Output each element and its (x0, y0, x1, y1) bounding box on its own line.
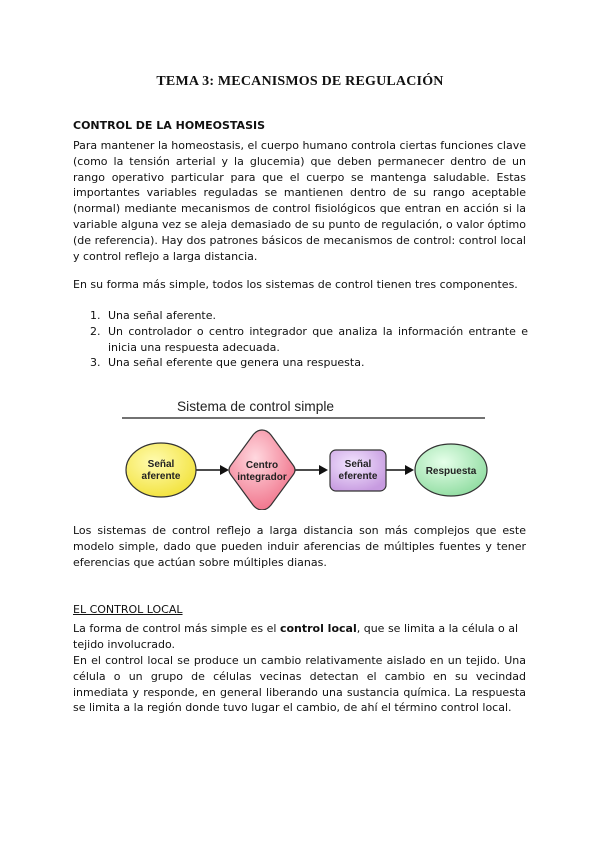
paragraph-reflex-control: Los sistemas de control reflejo a larga distancia son más complejos que este modelo simple, dado que pueden induir aferencias de múltiples fuentes y tener eferencias que actúan sobre múltiples dianas. (73, 524, 526, 569)
node-label: aferente (141, 471, 181, 482)
list-text: Una señal aferente. (108, 309, 217, 322)
node-integrating-center (229, 430, 295, 510)
arrow (196, 465, 229, 475)
list-item (73, 324, 528, 356)
paragraph-components: En su forma más simple, todos los sistemas de control tienen tres componentes. (73, 278, 518, 291)
list-number: 3. (90, 356, 101, 370)
page-title: TEMA 3: MECANISMOS DE REGULACIÓN (156, 74, 444, 89)
arrow (386, 465, 414, 475)
diagram-title: Sistema de control simple (177, 398, 335, 414)
node-label: integrador (237, 472, 287, 483)
bold-term: control local (279, 622, 357, 635)
control-system-diagram (117, 393, 490, 510)
list-number: 1. (90, 309, 101, 322)
components-list (73, 308, 528, 371)
list-text: Un controlador o centro integrador que analiza la información entrante e inicia una respuesta adecuada. (108, 324, 528, 354)
paragraph-local-control-intro (73, 621, 526, 653)
paragraph-local-control: En el control local se produce un cambio relativamente aislado en un tejido. Una célula o un grupo de células vecinas detectan el cambio en su vecindad inmediata y responde, en general liberando una sustancia química. La respuesta se limita a la región donde tuvo lugar el cambio, de ahí el término control local. (73, 654, 526, 715)
node-afferent-signal (126, 443, 196, 497)
text-run: , que se limita a la célula o al tejido involucrado. (73, 622, 519, 651)
paragraph-homeostasis: Para mantener la homeostasis, el cuerpo humano controla ciertas funciones clave (como la tensión arterial y la glucemia) que deben permanecer dentro de un rango operativo particular para que el cuerpo se mantenga saludable. Estas importantes variables reguladas se mantienen dentro de su rango aceptable (normal) mediante mecanismos de control fisiológicos que entran en acción si la variable alguna vez se aleja demasiado de su punto de regulación, o valor óptimo (de referencia). Hay dos patrones básicos de mecanismos de control: control local y control reflejo a larga distancia. (73, 139, 526, 263)
section-heading-homeostasis: CONTROL DE LA HOMEOSTASIS (73, 119, 266, 132)
list-number: 2. (90, 324, 101, 338)
node-label: Señal (344, 459, 372, 470)
list-text: Una señal eferente que genera una respuesta. (108, 356, 365, 370)
section-heading-local-control: EL CONTROL LOCAL (73, 603, 183, 616)
node-label: Señal (147, 459, 175, 470)
arrow (295, 465, 328, 475)
node-response (415, 444, 487, 496)
list-item (73, 308, 528, 324)
node-efferent-signal (330, 450, 386, 491)
node-label: Respuesta (425, 466, 477, 477)
node-label: eferente (338, 471, 378, 482)
node-label: Centro (245, 460, 279, 471)
text-run: La forma de control más simple es el (73, 622, 280, 635)
list-item (73, 355, 528, 371)
